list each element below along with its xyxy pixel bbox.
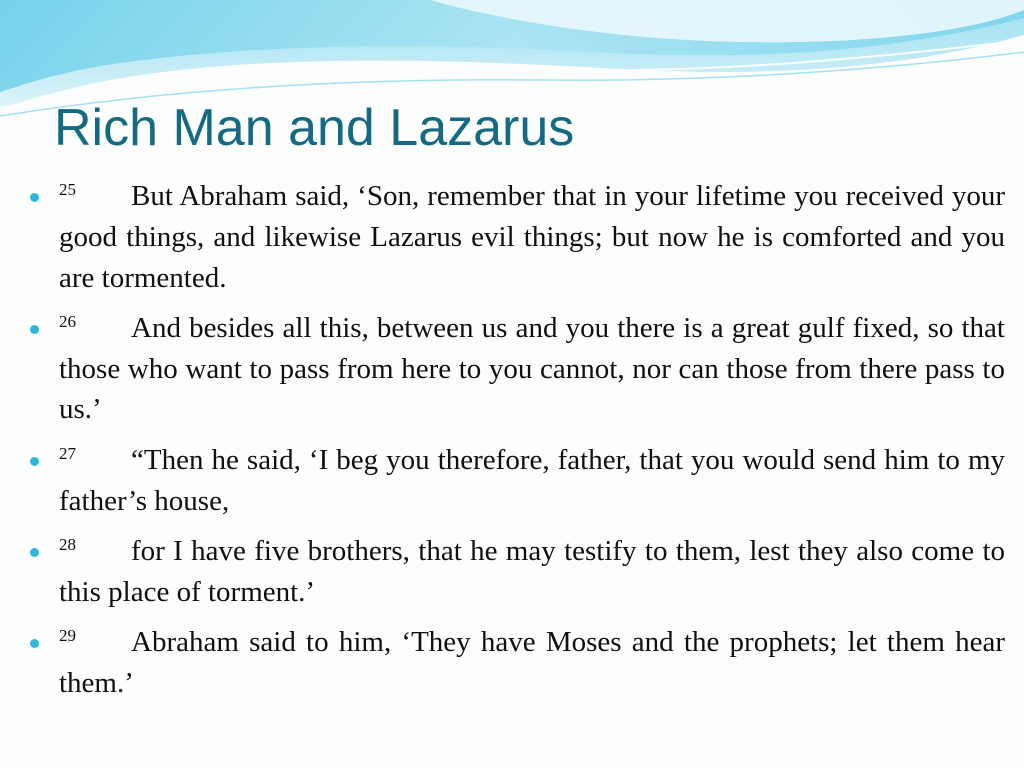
verse-item [0, 622, 1024, 704]
bullet-icon [30, 639, 39, 648]
verse-text: But Abraham said, ‘Son, remember that in your lifetime you received your good things, and likewise Lazarus evil things; but now he is comforted and you are tormented. [59, 180, 1005, 294]
verse-item [0, 440, 1024, 522]
bullet-icon [30, 193, 39, 202]
bullet-icon [30, 325, 39, 334]
verse-number: 28 [59, 534, 76, 554]
verse-number: 25 [59, 180, 76, 199]
verse-text: Abraham said to him, ‘They have Moses and the prophets; let them hear them.’ [59, 625, 1005, 699]
verse-text: for I have five brothers, that he may testify to them, lest they also come to this place of torment.’ [59, 534, 1005, 608]
slide-title: Rich Man and Lazarus [54, 99, 575, 157]
verse-number: 26 [59, 311, 76, 331]
verse-item [0, 531, 1024, 613]
verse-number: 27 [59, 443, 76, 463]
bullet-icon [30, 457, 39, 466]
verse-list [0, 176, 1024, 713]
bullet-icon [30, 548, 39, 557]
verse-number: 29 [59, 625, 76, 645]
verse-text: “Then he said, ‘I beg you therefore, father, that you would send him to my father’s house, [59, 443, 1005, 517]
verse-item [0, 176, 1024, 298]
verse-item [0, 308, 1024, 430]
verse-text: And besides all this, between us and you there is a great gulf fixed, so that those who want to pass from here to you cannot, nor can those from there pass to us.’ [59, 311, 1005, 426]
